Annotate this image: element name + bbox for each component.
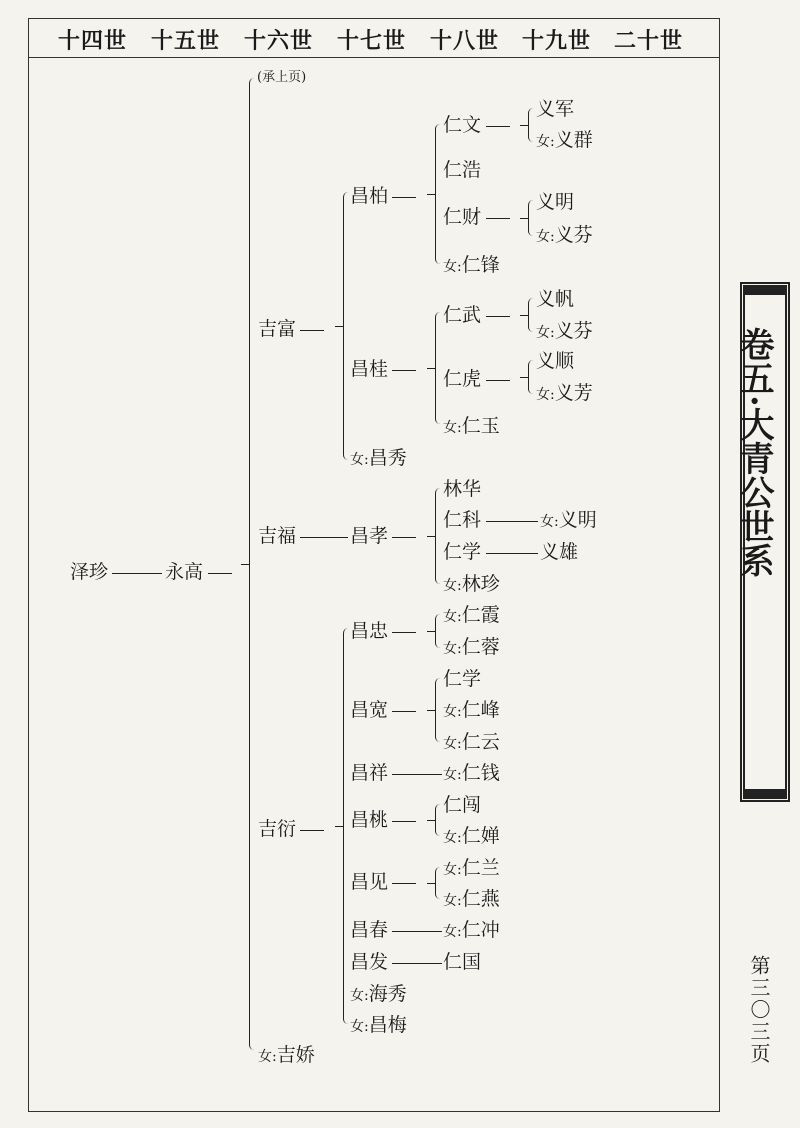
person-gen15: 永高: [165, 561, 204, 583]
person-gen17: 昌桂: [350, 358, 389, 380]
person-gen19: 义军: [536, 98, 575, 120]
family-bracket: [343, 192, 352, 460]
connector-line: [392, 821, 416, 822]
connector-line: [486, 521, 538, 522]
person-gen19-female: 女:义芳: [536, 382, 593, 404]
person-gen18-female: 女:仁云: [443, 731, 500, 753]
connector-line: [392, 963, 442, 964]
person-gen18: 仁闯: [443, 794, 482, 816]
connector-line: [486, 380, 510, 381]
title-box-bar: [745, 287, 785, 295]
female-marker: 女:: [258, 1049, 277, 1065]
generation-label: 十六世: [244, 28, 314, 54]
person-gen18: 仁武: [443, 304, 482, 326]
connector-line: [486, 553, 538, 554]
person-gen18-female: 女:林珍: [443, 573, 500, 595]
generation-label: 十九世: [522, 28, 592, 54]
person-gen19: 义明: [536, 191, 575, 213]
person-gen18-female: 女:仁锋: [443, 254, 500, 276]
connector-line: [392, 537, 416, 538]
person-gen18-female: 女:仁婵: [443, 825, 500, 847]
person-gen17: 昌桃: [350, 809, 389, 831]
connector-line: [300, 330, 324, 331]
person-gen18-female: 女:仁玉: [443, 415, 500, 437]
person-gen18-female: 女:仁冲: [443, 919, 500, 941]
connector-line: [392, 632, 416, 633]
connector-line: [486, 218, 510, 219]
continued-note: (承上页): [257, 70, 307, 85]
person-gen17-female: 女:昌梅: [350, 1014, 407, 1036]
person-gen17: 昌发: [350, 951, 389, 973]
person-gen16: 吉富: [258, 318, 297, 340]
person-gen19: 义顺: [536, 350, 575, 372]
person-gen18-female: 女:仁兰: [443, 857, 500, 879]
person-gen16: 吉衍: [258, 818, 297, 840]
person-gen19-female: 女:义芬: [536, 320, 593, 342]
person-gen17: 昌春: [350, 919, 389, 941]
person-gen18: 仁浩: [443, 159, 482, 181]
person-gen17: 昌见: [350, 871, 389, 893]
generation-label: 十八世: [430, 28, 500, 54]
person-gen18: 仁学: [443, 541, 482, 563]
page-number: 第三〇三页: [747, 955, 771, 1065]
connector-line: [208, 573, 232, 574]
person-gen17: 昌孝: [350, 525, 389, 547]
person-gen18: 仁文: [443, 114, 482, 136]
person-gen18: 仁学: [443, 668, 482, 690]
connector-line: [392, 883, 416, 884]
person-gen17: 昌柏: [350, 185, 389, 207]
person-gen18: 仁国: [443, 951, 482, 973]
person-gen18-female: 女:仁燕: [443, 888, 500, 910]
connector-line: [300, 830, 324, 831]
page-frame: [28, 18, 720, 1112]
person-gen19-female: 女:义芬: [536, 224, 593, 246]
connector-line: [392, 774, 442, 775]
person-gen18: 林华: [443, 478, 482, 500]
connector-line: [392, 197, 416, 198]
person-gen19: 义雄: [540, 541, 579, 563]
connector-line: [112, 573, 162, 574]
volume-title-box: [734, 282, 790, 802]
connector-line: [486, 126, 510, 127]
person-gen18-female: 女:仁峰: [443, 699, 500, 721]
title-box-bar: [745, 789, 785, 797]
connector-line: [392, 370, 416, 371]
connector-line: [392, 711, 416, 712]
person-gen17: 昌忠: [350, 620, 389, 642]
person-gen18-female: 女:仁钱: [443, 762, 500, 784]
volume-title: 卷五·大青公世系: [734, 327, 774, 577]
person-gen19-female: 女:义明: [540, 509, 597, 531]
family-bracket: [435, 124, 444, 264]
person-gen17-female: 女:海秀: [350, 983, 407, 1005]
person-gen18: 仁科: [443, 509, 482, 531]
person-gen18-female: 女:仁蓉: [443, 636, 500, 658]
person-gen18: 仁财: [443, 206, 482, 228]
generation-label: 十四世: [58, 28, 128, 54]
person-gen17-female: 女:昌秀: [350, 447, 407, 469]
connector-line: [300, 537, 348, 538]
person-gen16-female: 女:吉娇: [258, 1044, 315, 1066]
connector-line: [392, 931, 442, 932]
person-gen17: 昌宽: [350, 699, 389, 721]
person-gen17: 昌祥: [350, 762, 389, 784]
connector-line: [486, 316, 510, 317]
generation-header: [28, 18, 720, 58]
person-gen14: 泽珍: [70, 561, 109, 583]
person-gen19-female: 女:义群: [536, 129, 593, 151]
person-gen18: 仁虎: [443, 368, 482, 390]
generation-label: 十五世: [151, 28, 221, 54]
generation-label: 二十世: [614, 28, 684, 54]
generation-label: 十七世: [337, 28, 407, 54]
person-gen16: 吉福: [258, 525, 297, 547]
person-gen19: 义帆: [536, 288, 575, 310]
person-gen18-female: 女:仁霞: [443, 604, 500, 626]
family-bracket: [435, 488, 444, 584]
family-bracket: [249, 78, 258, 1050]
